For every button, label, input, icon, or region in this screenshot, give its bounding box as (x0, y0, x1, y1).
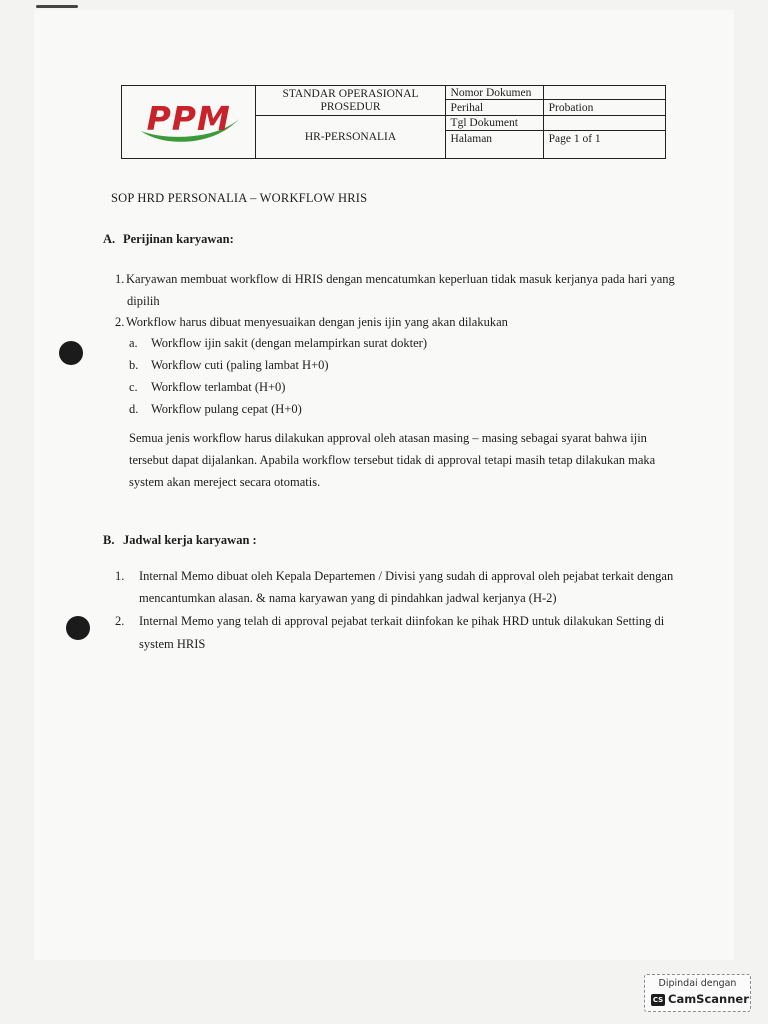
section-a-letter: A. (103, 232, 116, 246)
section-b-item-1: 1. Internal Memo dibuat oleh Kepala Departemen / Divisi yang sudah di approval oleh pejabat terkait dengan (115, 569, 674, 583)
section-b-title: Jadwal kerja karyawan : (123, 533, 257, 547)
nomor-dokumen-label: Nomor Dokumen (445, 86, 543, 100)
camscanner-watermark (644, 974, 751, 1012)
document-title: SOP HRD PERSONALIA – WORKFLOW HRIS (111, 191, 368, 205)
department-cell: HR-PERSONALIA (256, 116, 445, 159)
section-a-heading (103, 232, 234, 247)
logo-text: PPM (146, 98, 231, 138)
tgl-dokument-value (543, 116, 665, 130)
watermark-brand: CamScanner (668, 992, 749, 1006)
section-a-title: Perijinan karyawan: (123, 232, 234, 246)
section-a-paragraph-line3: system akan mereject secara otomatis. (129, 475, 321, 489)
ppm-logo (133, 93, 245, 149)
halaman-label: Halaman (445, 130, 543, 158)
sub-item-b: b. Workflow cuti (paling lambat H+0) (129, 358, 329, 372)
section-a-item-1: 1. Karyawan membuat workflow di HRIS dengan mencatumkan keperluan tidak masuk kerjanya pada hari yang (115, 272, 675, 286)
section-b-item-1-cont: mencantumkan alasan. & nama karyawan yang di pindahkan jadwal kerjanya (H-2) (139, 591, 557, 605)
perihal-value: Probation (543, 100, 665, 116)
sub-item-c: c. Workflow terlambat (H+0) (129, 380, 286, 394)
sop-title-line2: PROSEDUR (320, 100, 381, 113)
logo-cell (122, 86, 256, 159)
section-a-item-1-cont: dipilih (127, 294, 160, 308)
section-a-item-2: 2. Workflow harus dibuat menyesuaikan dengan jenis ijin yang akan dilakukan (115, 315, 508, 329)
camscanner-icon: CS (652, 996, 664, 1004)
section-b-letter: B. (103, 533, 115, 547)
punch-hole-bottom (66, 616, 90, 640)
document-header-table (121, 85, 666, 159)
section-a-paragraph-line2: tersebut dapat dijalankan. Apabila workflow tersebut tidak di approval tetapi masih tetap dilakukan maka (129, 453, 656, 467)
sop-title-line1: STANDAR OPERASIONAL (282, 87, 419, 100)
section-a-paragraph-line1: Semua jenis workflow harus dilakukan approval oleh atasan masing – masing sebagai syarat bahwa ijin (129, 431, 647, 445)
section-b-item-2-cont: system HRIS (139, 637, 206, 651)
sub-item-d: d. Workflow pulang cepat (H+0) (129, 402, 302, 416)
sop-title-cell (256, 86, 445, 116)
section-b-heading (103, 533, 257, 548)
watermark-caption: Dipindai dengan (658, 978, 737, 989)
sub-item-a: a. Workflow ijin sakit (dengan melampirkan surat dokter) (129, 336, 428, 350)
perihal-label: Perihal (445, 100, 543, 116)
nomor-dokumen-value (543, 86, 665, 100)
corner-mark (36, 5, 78, 8)
punch-hole-top (59, 341, 83, 365)
section-b-item-2: 2. Internal Memo yang telah di approval pejabat terkait diinfokan ke pihak HRD untuk dilakukan Setting di (115, 614, 665, 628)
halaman-value: Page 1 of 1 (543, 130, 665, 158)
tgl-dokument-label: Tgl Dokument (445, 116, 543, 130)
